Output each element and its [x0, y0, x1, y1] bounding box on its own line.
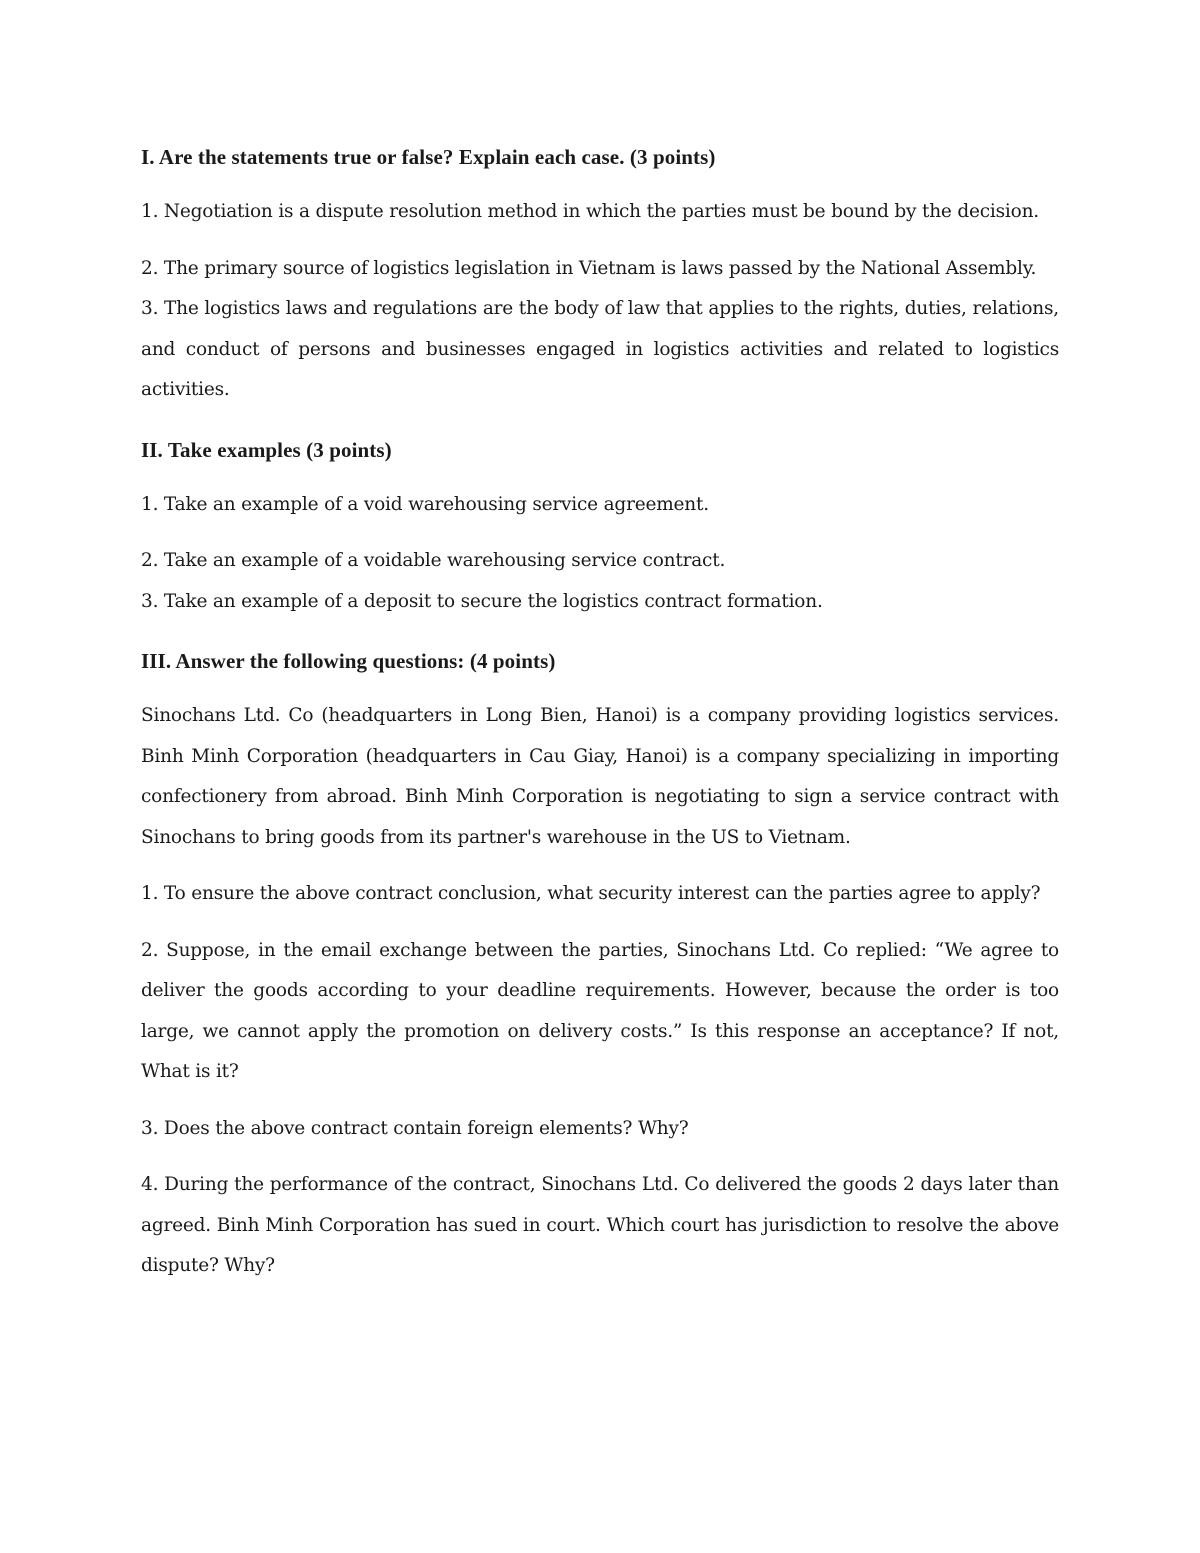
section-3-question-1: 1. To ensure the above contract conclusion, what security interest can the parties agree to apply? — [141, 883, 1041, 904]
section-2-item-1: 1. Take an example of a void warehousing service agreement. — [141, 493, 709, 515]
section-2-heading: II. Take examples (3 points) — [141, 437, 392, 462]
section-1-item-3: 3. The logistics laws and regulations are the body of law that applies to the rights, duties, relations, and conduct of persons and businesses engaged in logistics activities and related to logistics activities. — [141, 298, 1059, 400]
section-2-item-3: 3. Take an example of a deposit to secure the logistics contract formation. — [141, 590, 823, 612]
section-2-item-2: 2. Take an example of a voidable warehousing service contract. — [141, 550, 726, 571]
section-3-question-3: 3. Does the above contract contain foreign elements? Why? — [141, 1117, 689, 1139]
section-1-heading: I. Are the statements true or false? Explain each case. (3 points) — [141, 145, 716, 169]
section-1-item-1: 1. Negotiation is a dispute resolution method in which the parties must be bound by the decision. — [141, 201, 1039, 222]
section-3-heading: III. Answer the following questions: (4 points) — [141, 649, 556, 673]
section-1-item-2: 2. The primary source of logistics legislation in Vietnam is laws passed by the National Assembly. — [141, 257, 1037, 279]
section-3-question-2: 2. Suppose, in the email exchange between the parties, Sinochans Ltd. Co replied: “We agree to deliver the goods according to your deadline requirements. However, because the order is too large, we cannot apply the promotion on delivery costs.” Is this response an acceptance? If not, What is it? — [141, 939, 1059, 1082]
document-page — [141, 140, 1059, 1287]
section-3-scenario: Sinochans Ltd. Co (headquarters in Long Bien, Hanoi) is a company providing logistics services. Binh Minh Corporation (headquarters in Cau Giay, Hanoi) is a company specializing in importing confectionery from abroad. Binh Minh Corporation is negotiating to sign a service contract with Sinochans to bring goods from its partner's warehouse in the US to Vietnam. — [141, 705, 1059, 848]
section-3-question-4: 4. During the performance of the contract, Sinochans Ltd. Co delivered the goods 2 days later than agreed. Binh Minh Corporation has sued in court. Which court has jurisdiction to resolve the above dispute? Why? — [141, 1174, 1059, 1276]
